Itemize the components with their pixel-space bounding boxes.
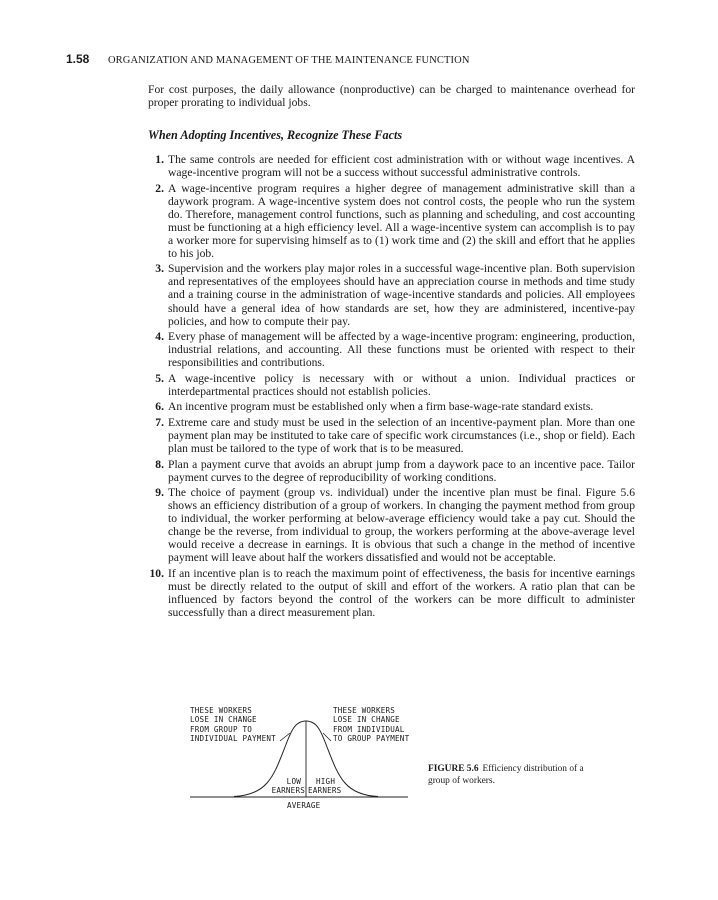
fact-item [148, 400, 635, 413]
fact-text: If an incentive plan is to reach the maximum point of effectiveness, the basis for incentive earnings must be directly related to the output of skill and effort of the workers. A ratio plan that can be influenced by factors beyond the control of the workers can be more difficult to administer successfully than a direct measurement plan. [168, 566, 635, 620]
fact-text: Every phase of management will be affected by a wage-incentive program: engineering, production, industrial relations, and accounting. All these functions must be oriented with respect to their responsibilities and contributions. [168, 330, 635, 370]
fact-item [148, 416, 635, 455]
fact-number: 7. [155, 415, 164, 429]
fact-text: The choice of payment (group vs. individual) under the incentive plan must be final. Figure 5.6 shows an efficiency distribution of a group of workers. In changing the payment method from group to individual, the worker performing at below-average efficiency would take a pay cut. Should the change be the reverse, from individual to group, the workers performing at the above-average level would receive a decrease in earnings. It is obvious that such a change in the method of incentive payment will leave about half the workers dissatisfied and would not be acceptable. [168, 486, 635, 565]
right-group-label: THESE WORKERS LOSE IN CHANGE FROM INDIVIDUAL TO GROUP PAYMENT [333, 706, 410, 743]
section-heading: When Adopting Incentives, Recognize These Facts [148, 128, 403, 142]
fact-number: 4. [155, 330, 164, 344]
fact-number: 6. [155, 400, 164, 414]
intro-paragraph: For cost purposes, the daily allowance (nonproductive) can be charged to maintenance overhead for proper prorating to individual jobs. [148, 83, 635, 110]
page-number: 1.58 [66, 52, 90, 66]
fact-item [148, 153, 635, 179]
figure-caption-text: Efficiency distribution of a group of workers. [428, 764, 584, 786]
fact-number: 1. [155, 153, 164, 166]
fact-number: 9. [155, 486, 164, 500]
fact-text: Supervision and the workers play major roles in a successful wage-incentive plan. Both supervision and representatives of the employees should have an appreciation course in methods and time study and a training course in the administration of wage-incentive standards and policies. All employees should have a general idea of how standards are set, how they are administered, incentive-pay policies, and how to compute their pay. [168, 262, 635, 328]
average-label: AVERAGE [287, 801, 321, 810]
fact-item [148, 372, 635, 398]
fact-item [148, 262, 635, 327]
fact-text: A wage-incentive program requires a higher degree of management administrative skill than a daywork program. A wage-incentive system does not control costs, the people who run the system do. Therefore, management control functions, such as planning and scheduling, and cost accounting must be functioning at a high efficiency level. All a wage-incentive system can accomplish is to pay a worker more for supervising himself as to (1) work time and (2) the skill and effort that he applies to his job. [168, 181, 635, 260]
fact-text: A wage-incentive policy is necessary with or without a union. Individual practices or interdepartmental practices should not establish policies. [168, 371, 635, 398]
fact-item [148, 330, 635, 369]
fact-text: Extreme care and study must be used in the selection of an incentive-payment plan. More than one payment plan may be instituted to take care of specific work circumstances (i.e., shop or field). Each plan must be tailored to the type of work that is to be measured. [168, 415, 635, 455]
fact-text: The same controls are needed for efficient cost administration with or without wage incentives. A wage-incentive program will not be a success without successful administrative controls. [168, 153, 635, 180]
running-header [66, 52, 470, 66]
figure-caption [428, 764, 600, 788]
fact-item [148, 486, 635, 564]
fact-item [148, 458, 635, 484]
high-earners-label: HIGH EARNERS [308, 777, 342, 796]
fact-text: An incentive program must be established only when a firm base-wage-rate standard exists. [168, 400, 594, 414]
running-title: ORGANIZATION AND MANAGEMENT OF THE MAINTENANCE FUNCTION [107, 55, 470, 66]
fact-number: 10. [149, 566, 164, 580]
fact-number: 8. [155, 457, 164, 471]
left-group-label: THESE WORKERS LOSE IN CHANGE FROM GROUP TO INDIVIDUAL PAYMENT [190, 706, 276, 743]
fact-item [148, 567, 635, 619]
fact-text: Plan a payment curve that avoids an abrupt jump from a daywork pace to an incentive pace. Tailor payment curves to the degree of reproducibility of working conditions. [168, 457, 635, 484]
efficiency-distribution-figure [190, 705, 430, 815]
fact-number: 5. [155, 371, 164, 385]
fact-number: 3. [155, 262, 164, 276]
facts-list [148, 153, 635, 622]
fact-number: 2. [155, 181, 164, 195]
low-earners-label: LOW EARNERS [271, 777, 305, 796]
figure-number: FIGURE 5.6 [428, 764, 479, 774]
fact-item [148, 182, 635, 260]
